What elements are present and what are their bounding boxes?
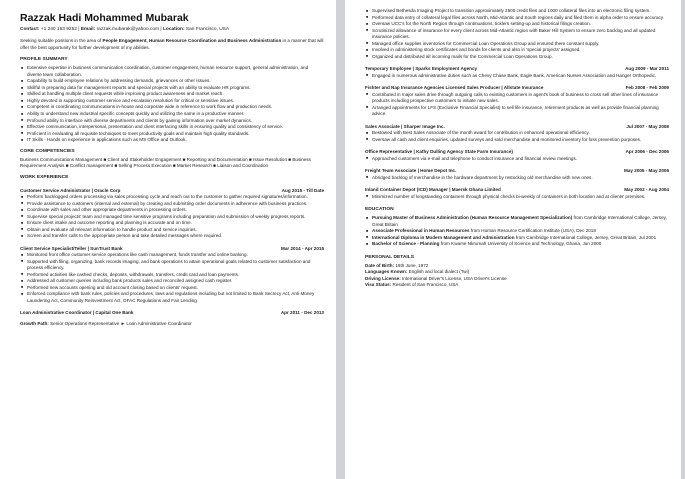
job-duty: ■ Organized and distributed all incoming mails for the Commercial Loan Operations Group. xyxy=(372,54,669,61)
location-value: San Francisco, USA xyxy=(184,26,230,32)
education-list xyxy=(365,215,669,248)
job-duty: ■ Performed activities like cashed checks, deposits, withdrawals, transfers, credit card and loan payments. xyxy=(27,272,324,279)
job-title: Client Service Specialist/Teller | SunTrust Bank xyxy=(20,245,123,251)
personal-detail-label: Languages Known: xyxy=(365,269,408,275)
summary-item: ■ Capability to build employee relations by addressing demands, grievances or other issues. xyxy=(27,78,324,85)
resume-page-2 xyxy=(345,0,681,479)
job-duties xyxy=(365,194,669,201)
job-dates: May 2005 - May 2006 xyxy=(624,168,669,174)
job-title: Loan Administrative Coordinator | Capital One Bank xyxy=(20,310,134,316)
personal-details xyxy=(365,263,669,289)
growth-path xyxy=(20,321,324,328)
job-duty: ■ Screen and transfer calls to the appropriate person and take detailed messages where required. xyxy=(27,233,324,240)
job-dates: Jul 2007 - May 2008 xyxy=(626,123,669,129)
summary-item: ■ Highly devoted in supporting customer service and escalation resolution for critical or sensitive issues. xyxy=(27,98,324,105)
degree-name: Associate Professional in Human Resources xyxy=(372,228,470,234)
degree-name: Bachelor of Science - Planning xyxy=(372,241,440,247)
degree-institution: from Human Resource Certification Institute (USA), Dec 2018 xyxy=(469,228,596,234)
section-heading-personal-details: PERSONAL DETAILS xyxy=(365,254,415,260)
personal-detail-row xyxy=(365,282,669,289)
job-duties xyxy=(365,156,669,163)
job-dates: Apr 2011 - Dec 2013 xyxy=(280,310,324,316)
objective-text-end: in a manner that will offer the best opportunity for further development of my abilities. xyxy=(20,38,324,50)
job-duties xyxy=(20,252,324,304)
job-duty: ■ Contributed in major sales drive through outgoing calls to existing customers in agent's book of business to cross sell other lines of insurance products including prospective customers to initiate new sales. xyxy=(372,92,669,105)
job-duty: ■ Obtain and evaluate all relevant information to handle product and service inquiries. xyxy=(27,227,324,234)
personal-detail-label: Visa Status: xyxy=(365,282,392,288)
summary-item: ■ Proficient in evaluating all requisite techniques to meet productivity goals and maintain high quality standards. xyxy=(27,131,324,138)
job-duty: ■ Monitored front office customer service operations like cash management, funds transfer and online banking. xyxy=(27,252,324,259)
contact-label: Contact: xyxy=(20,26,40,32)
job-duty: ■ Performed data entry of collateral legal files across North, Mid-Atlantic and South regions daily and filed them in alpha order to ensure accuracy. xyxy=(372,15,669,22)
loan-coordinator-duties xyxy=(365,8,669,60)
resume-page-1 xyxy=(0,0,336,479)
job-duty: ■ Supported with filing, organizing, bank records imaging, and bank operations to attain operational goals related to customer satisfaction and process efficiency. xyxy=(27,259,324,272)
job-dates: Apr 2006 - Dec 2006 xyxy=(625,149,669,155)
job-duty: ■ Ensure client intake and outcome reporting and planning is accurate and on time. xyxy=(27,220,324,227)
job-duties xyxy=(365,175,669,182)
job-duty: ■ Engaged in numerous administrative duties such as Chevy Chase Bank, Eagle Bank, American Nurses Association and Hanger Orthopedic. xyxy=(372,73,669,80)
summary-item: ■ Competent in coordinating communications in-house and corporate wide in reference to work flow and production needs. xyxy=(27,104,324,111)
job-title: Inland Container Depot (ICD) Manager | Maersk Ghana Limited xyxy=(365,187,501,193)
job-duties xyxy=(365,130,669,143)
job-duty: ■ Minimized number of longstanding containers through physical checks bi-weekly of containers in both location and at clients' premises. xyxy=(372,194,669,201)
job-duty: ■ Performed new accounts opening and old account closing based on clients' request. xyxy=(27,285,324,292)
section-heading-core-competencies: CORE COMPETENCIES xyxy=(20,148,75,154)
phone-value: +1 240 153 9252 | xyxy=(39,26,81,32)
job-duty: ■ Addressed all customer queries including bank products sales and reconciled assigned cash register. xyxy=(27,278,324,285)
degree-name: International Diploma in Modern Management and Administration xyxy=(372,234,515,240)
objective-focus: People Engagement, Human Resource Coordination and Business Administration xyxy=(102,38,282,44)
personal-detail-value: Resident of San Francisco, USA xyxy=(391,282,459,288)
job-dates: Mar 2014 - Apr 2015 xyxy=(281,245,324,251)
personal-detail-label: Driving License: xyxy=(365,275,401,281)
job-duty: ■ Arranged appointments for LFS (Exclusive Financial Specialist) to sell life insurance, retirement products as well as provide financial planning advice. xyxy=(372,105,669,118)
personal-detail-value: 18th June, 1972 xyxy=(394,262,429,268)
education-item xyxy=(372,241,669,248)
core-competencies-text: Business Communications Management ■ Client and Stakeholder Engagement ■ Reporting and Documentation ■ Issue Resolution ■ Business Requirement Analysis ■ Conflict management ■ Selling Process Execution ■ Market Research ■ Liaison and Coordination xyxy=(20,156,311,169)
job-duty: ■ Scrutinized allowance of insurance for every client across Mid-Atlantic region with Baker Hill System to ensure zero backlog and all updated insurance policies. xyxy=(372,28,669,41)
personal-detail-label: Date of Birth: xyxy=(365,262,395,268)
email-label: Email: xyxy=(80,26,96,32)
job-dates: May 2002 - Aug 2004 xyxy=(624,187,669,193)
personal-detail-value: International Driver's License, USA Driver's License xyxy=(400,275,507,281)
growth-path-label: Growth Path: xyxy=(20,320,49,326)
summary-item: ■ Ability to understand new industrial specific concepts quickly and utilizing the same in a productive manner. xyxy=(27,111,324,118)
job-duty: ■ Supervised Bethesda Imaging Project to transition approximately 2500 credit files and 1000 collateral files into an electronic filing system. xyxy=(372,8,669,15)
candidate-name: Razzak Hadi Mohammed Mubarak xyxy=(20,12,189,24)
job-title: Sales Associate | Sharper Image Inc. xyxy=(365,123,445,129)
summary-item: ■ Effective communication, interpersonal, presentation and client interfacing skills in ensuring quality and consistency of service. xyxy=(27,124,324,131)
education-item xyxy=(372,215,669,228)
summary-item: ■ Skilled at handling multiple client requests while improving product awareness and market reach. xyxy=(27,91,324,98)
degree-institution: from Cambridge International College, Jersey, Great Britain xyxy=(372,215,667,227)
work-experience-list-continued xyxy=(365,66,669,200)
degree-name: Pursuing Master of Business Administration (Human Resource Management Specialization) xyxy=(372,215,573,221)
job-title: Fishter and Nap Insurance Agencies Licensed Sales Producer | Allstate Insurance xyxy=(365,85,544,91)
job-duty: ■ Approached customers via e-mail and telephone to conduct insurance and financial review meetings. xyxy=(372,156,669,163)
personal-detail-value: English and local dialect (Twi) xyxy=(407,269,470,275)
growth-path-value: Senior Operations Representative ► Loan Administrative Coordinator xyxy=(48,320,192,326)
job-title: Freight Team Associate | Home Depot Inc. xyxy=(365,168,457,174)
job-duty: ■ Perform backlogged orders processing via sales processing cycle and reach out to the customer to gather required signatures/information. xyxy=(27,194,324,201)
email-value: razzak.mubarak@yahoo.com | xyxy=(95,26,163,32)
job-duty: ■ Supervise special projects' team and managed time sensitive programs including preparation and submission of weekly progress reports. xyxy=(27,214,324,221)
job-duty: ■ Coordinate with sales and other appropriate departments in processing orders. xyxy=(27,207,324,214)
job-dates: Aug 2015 - Till Date xyxy=(281,187,324,193)
job-dates: Aug 2009 - Mar 2011 xyxy=(625,66,669,72)
job-title: Customer Service Administrator | Oracle Corp xyxy=(20,187,121,193)
job-duty: ■ Oversaw UCC's for the North Region through continuations, ticklers setting-up and historical filings creation. xyxy=(372,21,669,28)
job-dates: Feb 2008 - Feb 2009 xyxy=(625,85,669,91)
degree-institution: from Cambridge International College, Jersey, Great Britain, Jul 2001 xyxy=(514,234,657,240)
degree-institution: from Kwame Nkrumah University of Science and Technology, Ghana, Jun 2000 xyxy=(439,241,602,247)
job-duty: ■ Managed office supplies inventories for Commercial Loan Operations Group and ensured there constant supply. xyxy=(372,41,669,48)
section-heading-profile-summary: PROFILE SUMMARY xyxy=(20,57,68,63)
location-label: Location: xyxy=(162,26,185,32)
summary-item: ■ Extensive expertise in business communication coordination, customer engagement, human resource support, general administration, and diverse team collaboration. xyxy=(27,65,324,78)
work-experience-list xyxy=(20,188,324,317)
job-duties xyxy=(365,92,669,118)
job-title: Office Representative | Kathy Dulling Agency State Farm Insurance) xyxy=(365,149,513,155)
job-duty: ■ Involved in administering stock certificates and bonds for clients and also in 'special projects' assigned. xyxy=(372,47,669,54)
summary-item: ■ IT Skills - Hands on experience in applications such as MS Office and Outlook. xyxy=(27,137,324,144)
summary-item: ■ Skillful in preparing data for management reports and special projects with an ability to evaluate HR programs. xyxy=(27,85,324,92)
objective-statement xyxy=(20,38,324,51)
contact-line xyxy=(20,27,324,34)
job-header xyxy=(20,310,324,317)
job-duty: ■ Abridged backlog of merchandise in the hardware department by restocking old merchandise with new ones. xyxy=(372,175,669,182)
job-duties xyxy=(20,194,324,240)
objective-text: Seeking suitable positions in the area of xyxy=(20,38,103,44)
job-duty: ■ Enforced compliance with bank rules, policies and procedures, laws and regulations including but not limited to Bank Secrecy Act, Anti Money Laundering Act, Community Reinvestment Act, OFAC Regulations and Fair Lending. xyxy=(27,291,324,304)
job-duty: ■ Bestowed with Best Sales Associate of the month award for contribution in enhanced operational efficiency. xyxy=(372,130,669,137)
job-duties xyxy=(365,73,669,80)
section-heading-work-experience: WORK EXPERIENCE xyxy=(20,174,69,180)
profile-summary-list xyxy=(20,65,324,143)
summary-item: ■ Profound ability to interface with diverse departments and clients by gaining information over market dynamics. xyxy=(27,118,324,125)
section-heading-education: EDUCATION xyxy=(365,207,394,213)
job-title: Temporary Employee | Sparks Employment Agency xyxy=(365,66,478,72)
job-duty: ■ Provide assistance to customers (internal and external) by creating and submitting order documents in adherence with business practices. xyxy=(27,201,324,208)
job-duty: ■ Oversaw all cash and client enquiries, updated surveys and sold merchandise and monitored inventory for loss prevention purposes. xyxy=(372,137,669,144)
